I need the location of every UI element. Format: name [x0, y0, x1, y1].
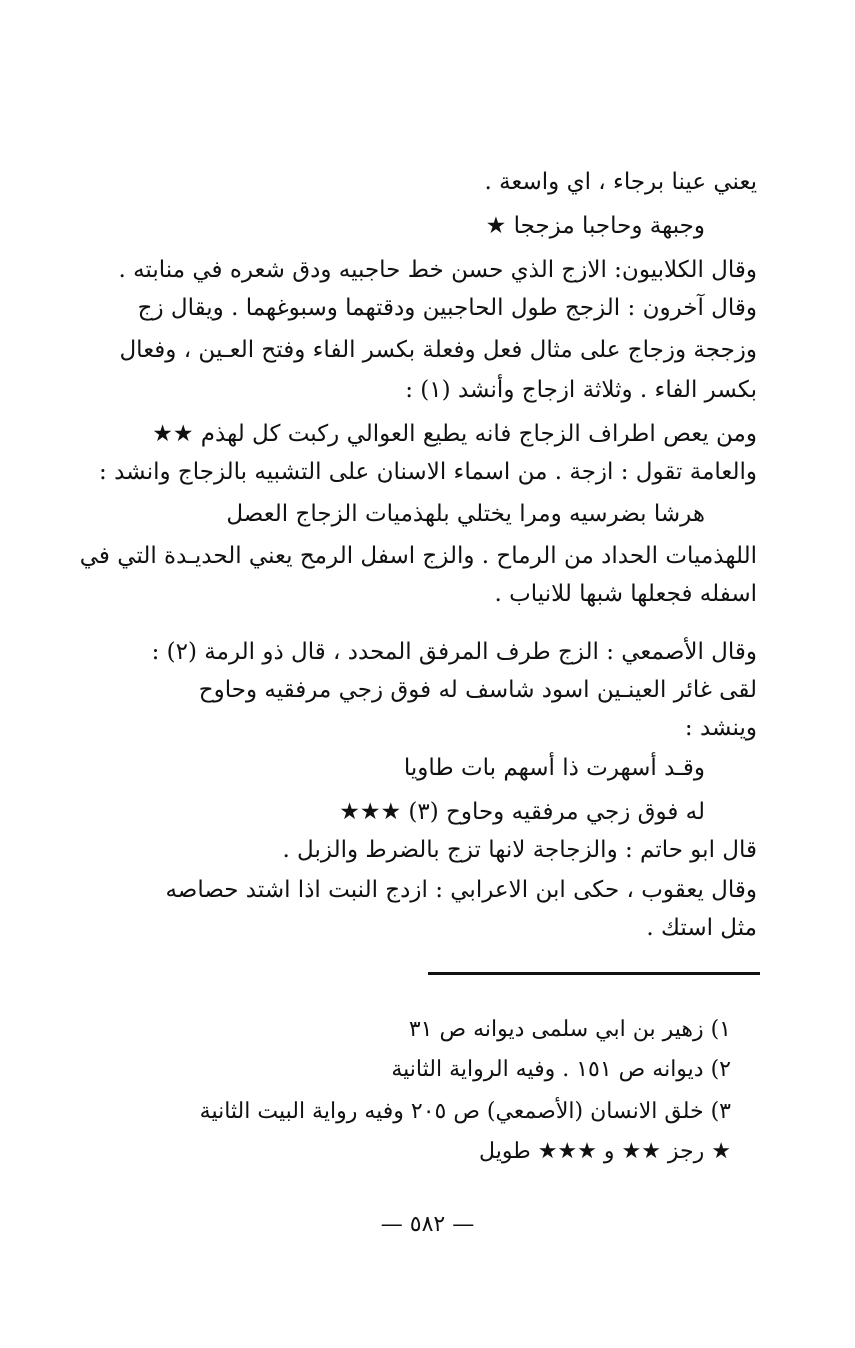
text-line-9: وقال الأصمعي : الزج طرف المرفق المحدد ، قال ذو الرمة (٢) :: [151, 639, 757, 665]
verse-line-4: لقى غائر العينـين اسود شاسف له فوق زجي مرفقيه وحاوح: [198, 677, 757, 703]
text-line-1: يعني عينا برجاء ، اي واسعة .: [484, 169, 757, 195]
footnote-metre-key: ★ رجز ★★ و ★★★ طويل: [479, 1139, 731, 1164]
text-line-8: اسفله فجعلها شبها للانياب .: [494, 581, 757, 607]
text-line-7: اللهذميات الحداد من الرماح . والزج اسفل الرمح يعني الحديـدة التي في: [79, 543, 757, 569]
text-line-2: وقال الكلابيون: الازج الذي حسن خط حاجبيه ودق شعره في منابته .: [118, 257, 757, 283]
verse-line-6: له فوق زجي مرفقيه وحاوح (٣) ★★★: [339, 799, 705, 825]
footnote-separator: [428, 972, 760, 975]
verse-line-2: ومن يعص اطراف الزجاج فانه يطيع العوالي ركبت كل لهذم ★★: [152, 421, 757, 447]
text-line-4: وزججة وزجاج على مثال فعل وفعلة بكسر الفاء وفتح العـين ، وفعال: [119, 337, 757, 363]
text-line-12: وقال يعقوب ، حكى ابن الاعرابي : ازدج النبت اذا اشتد حصاصه: [165, 877, 757, 903]
verse-line-1: وجبهة وحاجبا مزججا ★: [485, 213, 705, 239]
text-line-10: وينشد :: [684, 715, 757, 741]
text-line-11: قال ابو حاتم : والزجاجة لانها تزج بالضرط والزبل .: [282, 837, 757, 863]
footnote-2: ٢) ديوانه ص ١٥١ . وفيه الرواية الثانية: [391, 1057, 731, 1082]
text-line-13: مثل استك .: [646, 915, 757, 941]
verse-line-3: هرشا بضرسيه ومرا يختلي بلهذميات الزجاج العصل: [226, 501, 705, 527]
text-line-6: والعامة تقول : ازجة . من اسماء الاسنان على التشبيه بالزجاج وانشد :: [99, 459, 757, 485]
footnote-1: ١) زهير بن ابي سلمى ديوانه ص ٣١: [408, 1017, 731, 1042]
text-line-5: بكسر الفاء . وثلاثة ازجاج وأنشد (١) :: [405, 377, 757, 403]
page-number: — ٥٨٢ —: [380, 1212, 475, 1237]
text-line-3: وقال آخرون : الزجج طول الحاجبين ودقتهما وسبوغهما . ويقال زج: [137, 295, 757, 321]
footnote-3: ٣) خلق الانسان (الأصمعي) ص ٢٠٥ وفيه رواية البيت الثانية: [199, 1099, 731, 1124]
verse-line-5: وقـد أسهرت ذا أسهم بات طاويا: [403, 755, 705, 781]
